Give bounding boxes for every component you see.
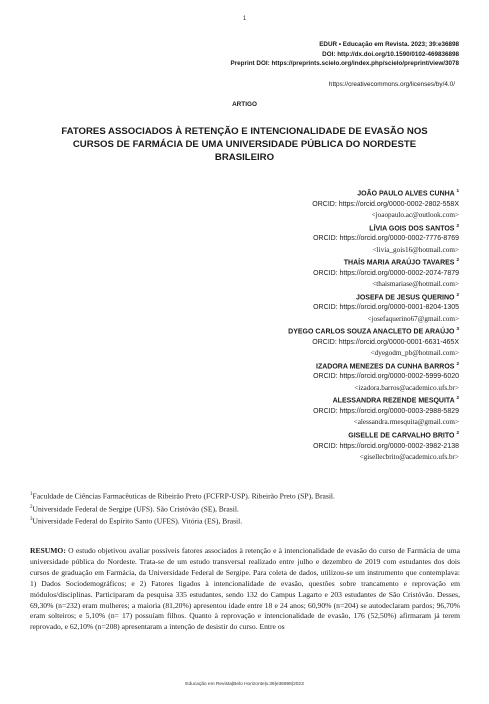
journal-citation: EDUR • Educação em Revista. 2023; 39:e36898 (319, 41, 459, 48)
author-name: LÍVIA GOIS DOS SANTOS $^2$ (369, 222, 459, 232)
affiliations (30, 489, 460, 527)
affiliation-item: $^1$Faculdade de Ciências Farmacêuticas de Ribeirão Preto (FCFRP-USP). Ribeirão Preto (SP), Brasil. (30, 491, 335, 501)
author-orcid-link[interactable]: ORCID: https://orcid.org/0000-0003-2988-5829 (313, 408, 459, 416)
abstract-label: RESUMO: (30, 546, 66, 555)
author-block (39, 428, 459, 463)
author-orcid-link[interactable]: ORCID: https://orcid.org/0000-0001-6631-465X (312, 338, 459, 346)
article-title: FATORES ASSOCIADOS À RETENÇÃO E INTENCIONALIDADE DE EVASÃO NOS CURSOS DE FARMÁCIA DE UMA UNIVERSIDADE PÚBLICA DO NORDESTE BRASILEIRO (61, 126, 428, 163)
author-list (39, 186, 459, 462)
author-affiliation-mark: 2 (456, 429, 459, 435)
author-affiliation-mark: 2 (456, 291, 459, 297)
author-affiliation-mark: 2 (456, 222, 459, 228)
author-affiliation-mark: 2 (456, 360, 459, 366)
author-orcid-link[interactable]: ORCID: https://orcid.org/0000-0002-2074-7879 (313, 269, 459, 277)
author-email[interactable]: <thaismariase@hotmail.com> (372, 280, 459, 289)
license-link[interactable]: https://creativecommons.org/licenses/by/4.0/ (328, 81, 455, 88)
author-block (39, 290, 459, 325)
affiliation-mark: 2 (30, 504, 33, 510)
author-orcid-link[interactable]: ORCID: https://orcid.org/0000-0002-3982-2138 (313, 442, 459, 450)
author-orcid-link[interactable]: ORCID: https://orcid.org/0000-0002-7776-8769 (313, 235, 459, 243)
author-email[interactable]: <dyegodm_pb@hotmail.com> (370, 349, 459, 358)
affiliation-mark: 3 (30, 517, 33, 523)
author-email[interactable]: <joaopaulo.ac@outlook.com> (371, 211, 459, 220)
section-label: ARTIGO (232, 101, 257, 108)
author-email[interactable]: <gisellecbrito@academico.ufs.br> (359, 452, 459, 461)
journal-header (231, 40, 459, 69)
author-affiliation-mark: 2 (456, 257, 459, 263)
author-name: ALESSANDRA REZENDE MESQUITA $^2$ (332, 395, 459, 405)
author-block (39, 393, 459, 428)
abstract (30, 546, 460, 633)
author-affiliation-mark: 1 (456, 188, 459, 193)
author-name: IZADORA MENEZES DA CUNHA BARROS $^2$ (316, 360, 459, 371)
author-orcid-link[interactable]: ORCID: https://orcid.org/0000-0002-5999-6020 (313, 373, 459, 381)
page-number: 1 (242, 16, 247, 22)
author-name: JOÃO PAULO ALVES CUNHA $^1$ (357, 188, 459, 198)
abstract-text: O estudo objetivou avaliar possíveis fatores associados à retenção e à intencionalidade de evasão do curso de Farmácia de uma universidade pública do Nordeste. Trata-se de um estudo transversal realizado entre julho e dezembro de 2019 com estudantes dos dois cursos de graduação em Farmácia, da Universidade Federal de Sergipe. Para coleta de dados, utilizou-se um instrumento que contemplava: 1) Dados Sociodemográficos; e 2) Fatores ligados à intencionalidade de evasão, questões sobre trancamento e reprovação em módulos/disciplinas. Participaram da pesquisa 335 estudantes, sendo 132 do Campus Lagarto e 203 estudantes de São Cristóvão. Desses, 69,30% (n=232) eram mulheres; a maioria (81,20%) apresentou idade entre 18 e 24 anos; 60,90% (n=204) se autodeclaram pardos; 96,70% eram solteiros; e 5,10% (n= 17) possuíam filhos. Quanto à reprovação e intencionalidade de evasão, 176 (52,50%) afirmaram já terem reprovado, e 62,10% (n=208) apresentaram a intenção de desistir do curso. Entre os (30, 546, 460, 632)
affiliation-item: $^2$Universidade Federal de Sergipe (UFS). São Cristóvão (SE), Brasil. (30, 504, 239, 514)
page-footer: Educação em Revista|Belo Horizonte|v.39|e36898|2023 (185, 682, 304, 687)
author-block (39, 255, 459, 290)
author-block (39, 186, 459, 221)
author-email[interactable]: <alessandra.rmesquita@gmail.com> (353, 418, 459, 427)
preprint-doi-link[interactable]: Preprint DOI: https://preprints.scielo.org/index.php/scielo/preprint/view/3078 (230, 60, 459, 67)
author-email[interactable]: <izadora.barros@academico.ufs.br> (354, 383, 459, 392)
author-email[interactable]: <josefaquerino67@gmail.com> (367, 314, 459, 323)
doi-link[interactable]: DOI: http://dx.doi.org/10.1590/0102-469836898 (322, 50, 459, 58)
author-affiliation-mark: 2 (456, 395, 459, 401)
author-name: JOSEFA DE JESUS QUERINO $^2$ (355, 291, 459, 301)
affiliation-mark: 1 (30, 492, 33, 497)
author-block (39, 221, 459, 256)
author-email[interactable]: <livia_gois16@hotmail.com> (372, 245, 459, 254)
author-name: THAÍS MARIA ARAÚJO TAVARES $^2$ (343, 257, 459, 267)
author-affiliation-mark: 3 (456, 326, 459, 332)
author-orcid-link[interactable]: ORCID: https://orcid.org/0000-0001-8204-1305 (313, 304, 459, 312)
author-block (39, 359, 459, 394)
author-orcid-link[interactable]: ORCID: https://orcid.org/0000-0002-2802-558X (312, 200, 459, 208)
author-name: GISELLE DE CARVALHO BRITO $^2$ (348, 429, 459, 440)
author-name: DYEGO CARLOS SOUZA ANACLETO DE ARAÚJO $^3$ (288, 326, 459, 336)
author-block (39, 324, 459, 359)
affiliation-item: $^3$Universidade Federal do Espírito Santo (UFES). Vitória (ES), Brasil. (30, 516, 243, 526)
